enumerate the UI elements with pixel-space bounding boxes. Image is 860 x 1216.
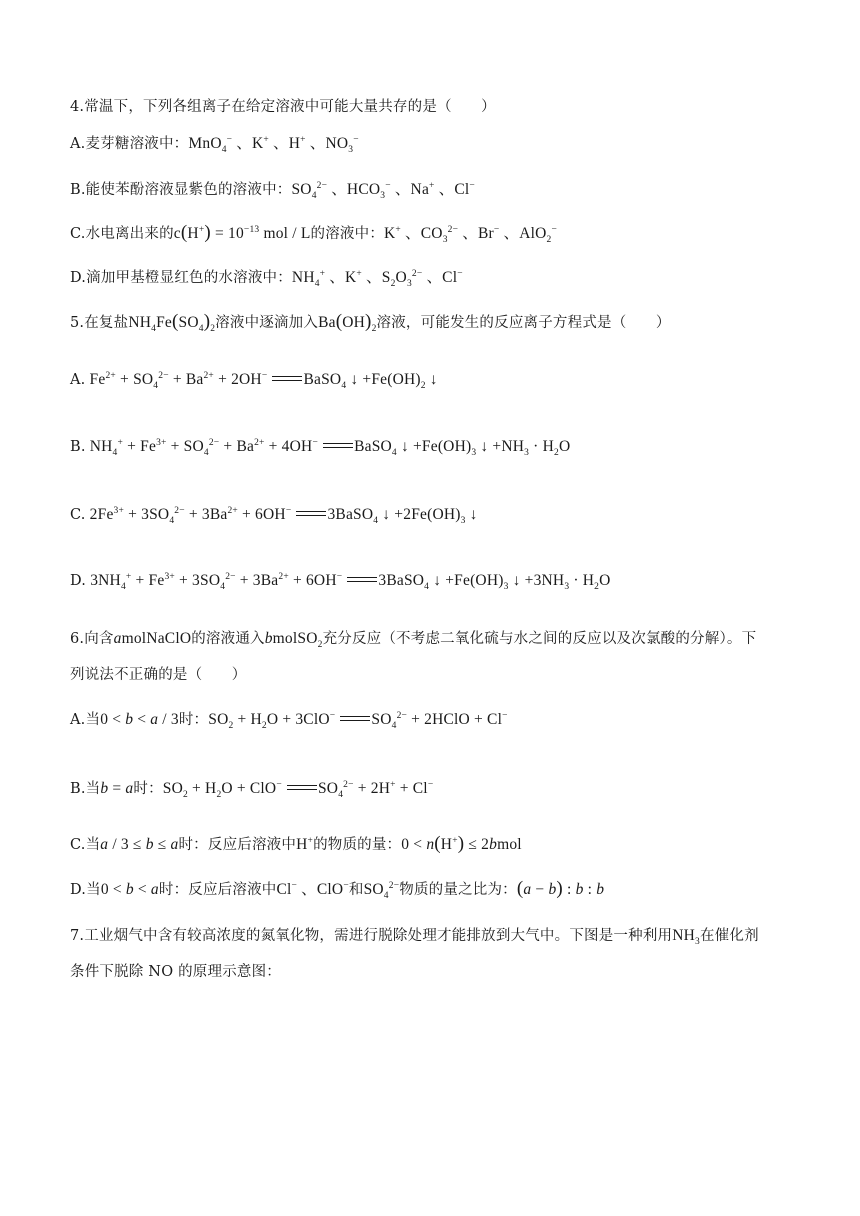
q6-stem-c: 充分反应（不考虑二氧化硫与水之间的反应以及次氯酸的分解）。下	[322, 631, 757, 647]
q4-option-b-label: B.能使苯酚溶液显紫色的溶液中：	[70, 182, 292, 198]
q6-option-d-label: D.当	[70, 882, 101, 898]
q6-stem-a: 6.向含	[70, 631, 114, 647]
q5-stem-a: 5.在复盐	[70, 315, 129, 331]
q4-stem	[70, 97, 496, 117]
q4-option-d-label: D.滴加甲基橙显红色的水溶液中：	[70, 270, 292, 286]
q5-option-b: B. $NH_4^+ + Fe^{3+} + SO_4^{2-} + Ba^{2+} + 4OH^-$ BaSO$_4$ ↓ $+Fe(OH)_3$ ↓ $+NH_3 \cdot H_2O$	[70, 438, 571, 458]
q6-option-d-mid: 时：反应后溶液中	[158, 882, 277, 898]
q6-option-b-label: B.当	[70, 781, 101, 797]
q6-option-d: D.当0 < b < a时：反应后溶液中Cl− 、ClO−和$SO_4^{2-}$物质的量之比为：(a − b) : b : b	[70, 878, 605, 901]
q6-option-b: B.当b = a时：$SO_2 + H_2O + ClO^-$ $SO_4^{2-} + 2H^+ + Cl^-$	[70, 780, 434, 800]
q7-line2	[70, 962, 281, 982]
q6-option-c: C.当a / 3 ≤ b ≤ a时：反应后溶液中H+的物质的量：0 < n(H+) ≤ 2bmol	[70, 833, 522, 854]
q5-option-d: D. $3NH_4^+ + Fe^{3+} + 3SO_4^{2-} + 3Ba^{2+} + 6OH^-$ 3BaSO$_4$ ↓ $+Fe(OH)_3$ ↓ $+3NH_3 \cdot H_2O$	[70, 572, 611, 592]
q5-option-d-label: D.	[70, 573, 87, 589]
q6-option-a-mid: 时：	[178, 712, 209, 728]
q4-option-b: B.能使苯酚溶液显紫色的溶液中：$SO_4^{2-}$ 、$HCO_3^-$ 、Na+ 、Cl−	[70, 181, 475, 201]
q6-option-d-mid2: 和	[348, 882, 364, 898]
q5-stem-b: 溶液中逐滴加入	[215, 315, 319, 331]
q5-stem: 5.在复盐$NH_4Fe(SO_4)_2$溶液中逐滴加入$Ba(OH)_2$溶液，可能发生的反应离子方程式是（ ）	[70, 311, 671, 334]
q4-option-a: A.麦芽糖溶液中：MnO$_4$− 、K+ 、H+ 、$NO_3^-$	[70, 135, 359, 155]
q5-option-b-label: B.	[70, 439, 86, 455]
q4-option-c: C.水电离出来的$c(H^+) = 10^{-13}$ mol / L的溶液中：K+ 、$CO_3^{2-}$ 、Br− 、AlO$_2$−	[70, 222, 558, 245]
q4-stem-text: 4.常温下，下列各组离子在给定溶液中可能大量共存的是（ ）	[70, 99, 496, 115]
q6-option-d-mid3: 物质的量之比为：	[399, 882, 517, 898]
q6-option-a: A.当0 < b < a / 3时：$SO_2 + H_2O + 3ClO^-$ $SO_4^{2-}$ + 2HClO + Cl−	[70, 711, 508, 731]
q6-option-c-mid: 时：反应后溶液中	[178, 837, 297, 853]
q6-option-c-mid2: 的物质的量：	[313, 837, 402, 853]
q6-stem-line2-text: 列说法不正确的是（ ）	[70, 667, 247, 683]
q7-line1-b: 在催化剂	[699, 928, 759, 944]
q6-stem: 6.向含amolNaClO的溶液通入bmolSO$_2$充分反应（不考虑二氧化硫与水之间的反应以及次氯酸的分解）。下	[70, 630, 757, 650]
q5-option-c-label: C.	[70, 507, 86, 523]
q6-option-a-label: A.当	[70, 712, 101, 728]
q5-stem-c: 溶液，可能发生的反应离子方程式是（ ）	[376, 315, 671, 331]
q5-option-a-label: A.	[70, 372, 86, 388]
q5-option-c: C. $2Fe^{3+} + 3SO_4^{2-} + 3Ba^{2+} + 6OH^-$ 3BaSO$_4$ ↓ $+2Fe(OH)_3$ ↓	[70, 506, 478, 526]
q7-line1-a: 7.工业烟气中含有较高浓度的氮氧化物，需进行脱除处理才能排放到大气中。下图是一种利用	[70, 928, 673, 944]
q7-line1: 7.工业烟气中含有较高浓度的氮氧化物，需进行脱除处理才能排放到大气中。下图是一种利用$NH_3$在催化剂	[70, 927, 759, 947]
q6-stem-b: 的溶液通入	[191, 631, 265, 647]
q6-stem-line2	[70, 665, 246, 685]
q6-option-c-label: C.当	[70, 837, 101, 853]
q7-line2-text: 条件下脱除 NO 的原理示意图：	[70, 964, 281, 980]
q4-option-c-tail: 的溶液中：	[310, 226, 385, 242]
q6-option-b-mid: 时：	[133, 781, 163, 797]
q4-option-a-label: A.麦芽糖溶液中：	[70, 136, 189, 152]
q5-option-a: A. $Fe^{2+} + SO_4^{2-} + Ba^{2+} + 2OH^-$ BaSO$_4$ ↓ $+Fe(OH)_2$ ↓	[70, 371, 438, 391]
q4-option-d: D.滴加甲基橙显红色的水溶液中：$NH_4^+$ 、K+ 、$S_2O_3^{2-}$ 、Cl−	[70, 269, 463, 289]
q4-option-c-label: C.水电离出来的	[70, 226, 174, 242]
